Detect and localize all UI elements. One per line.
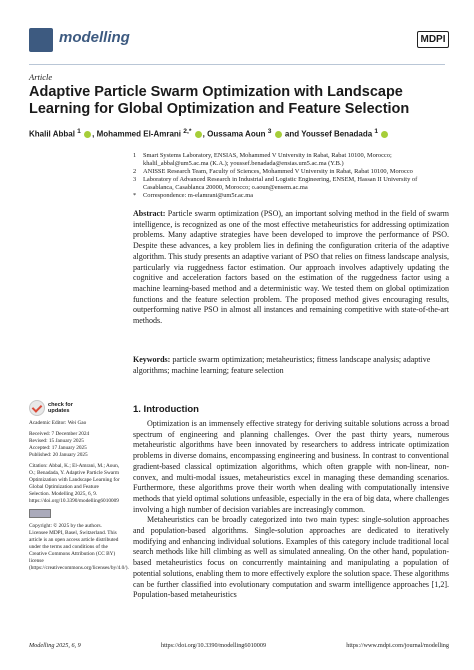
published-date: Published: 20 January 2025 (29, 452, 88, 458)
author-sup: 2,* (183, 128, 192, 135)
author-name: Khalil Abbal (29, 129, 75, 139)
author-sup: 3 (267, 128, 272, 135)
footer-doi-link[interactable]: https://doi.org/10.3390/modelling6010009 (160, 642, 267, 649)
page-footer (29, 642, 449, 649)
author-name: Oussama Aoun (207, 129, 266, 139)
received-date: Received: 7 December 2024 (29, 431, 90, 437)
orcid-icon[interactable] (84, 131, 91, 138)
publisher-logo: MDPI (417, 31, 449, 48)
section-body (133, 419, 449, 601)
correspondence-row: * Correspondence: m-elamrani@um5r.ac.ma (133, 192, 254, 199)
abstract-text: Particle swarm optimization (PSO), an important solving method in the field of swarm intelligence, is recognized as one of the most effective metaheuristics for addressing optimization problems. Many adaptive strategies have been developed to improve the performance of PSO. Despite these advances, a key problem lies in defining the configuration criteria of the adaptive algorithm. This study presents an adaptive variant of PSO that relies on fitness landscape analysis, particularly via ruggedness factor estimation. Our approach involves adaptively updating the cognitive and acceleration factors based on the estimation of the ruggedness factor using a machine learning-based method and a deterministic way. We tested them on global optimization functions and the feature selection problem. The proposed method gives encouraging results, outperforming native PSO in almost all instances and remaining competitive with state-of-the-art methods. (133, 209, 450, 326)
affiliation-row: 3 Laboratory of Advanced Research in Industrial and Logistic Engineering, ENSEM, Hassan II University of Casablanca, Casablanca 20000, Morocco; o.aoun@ensem.ac.ma (133, 176, 418, 191)
journal-name: modelling (59, 29, 130, 46)
abstract-label: Abstract: (133, 209, 166, 218)
check-for-updates-button[interactable]: check for updates (29, 400, 89, 416)
author-sup: 1 (77, 128, 81, 135)
keywords-text: particle swarm optimization; metaheuristics; fitness landscape analysis; adaptive algorithms; machine learning; feature selection (133, 355, 431, 375)
copyright: Copyright: © 2025 by the authors. Licensee MDPI, Basel, Switzerland. This article is an open access article distributed under the terms and conditions of the Creative Commons Attribution (CC BY) license (https://creativecommons.org/licenses/by/4.0/). (29, 523, 129, 571)
affiliations (133, 152, 449, 200)
author-sup: 1 (374, 128, 379, 135)
affiliation-row: 2 ANISSE Research Team, Faculty of Sciences, Mohammed V University in Rabat, Rabat 10100, Morocco (133, 168, 413, 175)
academic-editor: Academic Editor: Wei Gao (29, 420, 87, 426)
footer-journal: Modelling 2025, 6, 9 (29, 642, 81, 649)
cc-license-icon (29, 509, 51, 518)
author-list: Khalil Abbal $^1$ , Mohammed El-Amrani $^{2,*}$ , Oussama Aoun $^3$ and Youssef Benadada $^1$ (29, 128, 445, 139)
abstract (133, 209, 449, 327)
paragraph: Optimization is an immensely effective strategy for deriving suitable solutions across a broad spectrum of engineering and planning challenges. Over the past thirty years, numerous metaheuristic algorithms have been innovated by researchers to address intricate optimization problems in diverse domains, encompassing engineering and business. In contrast to conventional gradient-based classical optimization algorithms, which often grapple with non-linear, non-convex, and multi-modal issues, metaheuristics excel in managing these demanding scenarios. Furthermore, these algorithms prove their worth when dealing with computationally intensive methods that yield optimal solutions unfeasible, especially in the era of big data, where challenges involving a high number of decision variables are increasingly common. (133, 419, 449, 514)
orcid-icon[interactable] (275, 131, 282, 138)
article-title: Adaptive Particle Swarm Optimization with Landscape Learning for Global Optimization and Feature Selection (29, 84, 410, 117)
author-name: Mohammed El-Amrani (96, 129, 182, 139)
check-icon (29, 400, 45, 416)
orcid-icon[interactable] (195, 131, 202, 138)
header-divider (29, 64, 445, 65)
orcid-icon[interactable] (381, 131, 388, 138)
keywords-label: Keywords: (133, 355, 171, 364)
accepted-date: Accepted: 17 January 2025 (29, 445, 87, 451)
section-heading: 1. Introduction (133, 404, 199, 415)
revised-date: Revised: 15 January 2025 (29, 438, 84, 444)
paragraph: Metaheuristics can be broadly categorized into two main types: single-solution approaches and population-based algorithms. Single-solution approaches are dedicated to iteratively modifying and enhancing individual solutions. Examples of this category include traditional local search methods like hill climbing as well as simulated annealing. On the other hand, population-based metaheuristics focus on concurrently maintaining and manipulating a population of potential solutions, enabling them to more effectively explore the solution space. These algorithms can be further classified into evolutionary computation and swarm intelligence approaches [1,2]. Population-based metaheuristics (133, 515, 449, 600)
keywords (133, 355, 449, 376)
footer-journal-link[interactable]: https://www.mdpi.com/journal/modelling (346, 642, 449, 649)
journal-logo-icon (29, 28, 53, 52)
article-info-sidebar (29, 420, 129, 576)
citation: Citation: Abbal, K.; El-Amrani, M.; Aoun, O.; Benadada, Y. Adaptive Particle Swarm Optimization with Landscape Learning for Global Optimization and Feature Selection. Modelling 2025, 6, 9. https://doi.org/10.3390/modelling6010009 (29, 463, 120, 504)
affiliation-row: 1 Smart Systems Laboratory, ENSIAS, Mohammed V University in Rabat, Rabat 10100, Morocco; khalil_abbal@um5.ac.ma (K.A.); youssef.benadada@ensias.um5.ac.ma (Y.B.) (133, 152, 392, 167)
author-name: Youssef Benadada (301, 129, 373, 139)
article-type: Article (29, 72, 53, 82)
